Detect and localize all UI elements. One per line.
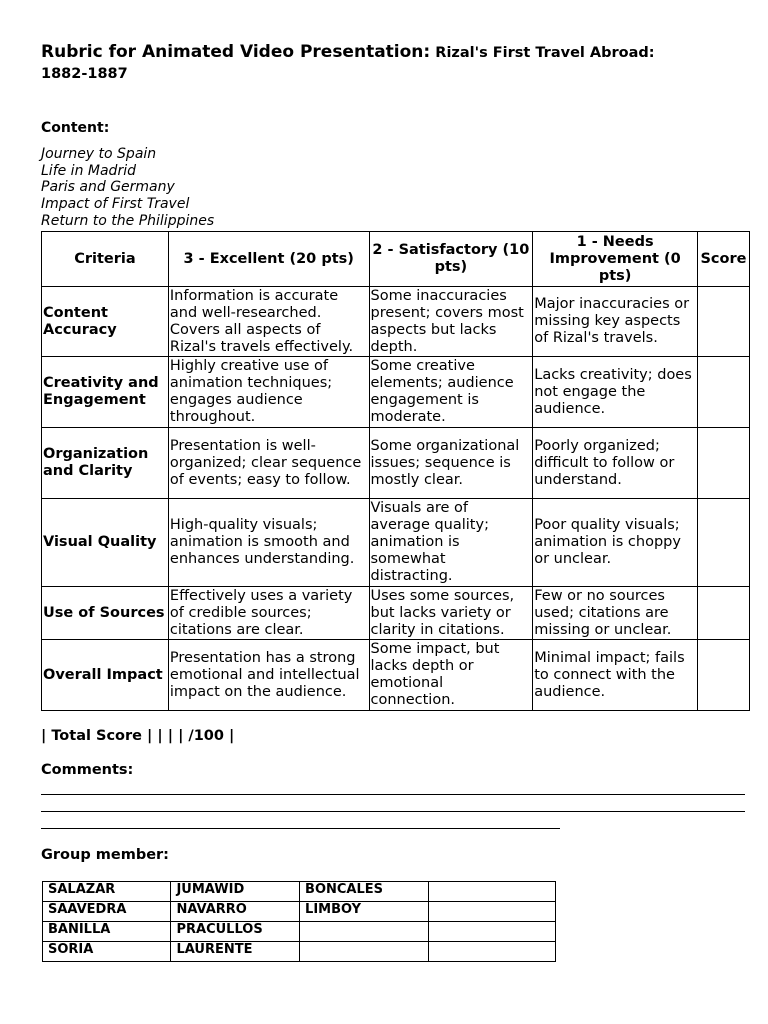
satisfactory-cell: Uses some sources, but lacks variety or clarity in citations. <box>369 587 533 640</box>
member-cell: SAAVEDRA <box>43 902 171 922</box>
excellent-cell: Presentation has a strong emotional and intellectual impact on the audience. <box>168 640 369 711</box>
comment-line[interactable] <box>41 811 745 812</box>
rubric-header-row <box>42 232 750 287</box>
table-row <box>43 922 556 942</box>
topic-item: Life in Madrid <box>41 162 136 179</box>
header-needs-improvement: 1 - Needs Improvement (0 pts) <box>533 232 698 287</box>
satisfactory-cell: Visuals are of average quality; animation is somewhat distracting. <box>369 499 533 587</box>
header-criteria: Criteria <box>42 232 169 287</box>
title-main: Rubric for Animated Video Presentation: <box>41 42 431 62</box>
member-cell: SORIA <box>43 942 171 962</box>
member-cell: BONCALES <box>300 882 428 902</box>
table-row <box>43 882 556 902</box>
header-score: Score <box>697 232 749 287</box>
topic-list <box>41 146 214 230</box>
table-row <box>43 902 556 922</box>
criteria-cell: Content Accuracy <box>42 287 169 357</box>
needs-improvement-cell: Major inaccuracies or missing key aspects of Rizal's travels. <box>533 287 698 357</box>
document-title <box>41 42 741 84</box>
group-member-table <box>42 881 556 962</box>
excellent-cell: Information is accurate and well-researched. Covers all aspects of Rizal's travels effectively. <box>168 287 369 357</box>
needs-improvement-cell: Poorly organized; difficult to follow or understand. <box>533 428 698 499</box>
member-cell: SALAZAR <box>43 882 171 902</box>
criteria-cell: Use of Sources <box>42 587 169 640</box>
table-row <box>42 428 750 499</box>
member-cell: LIMBOY <box>300 902 428 922</box>
member-cell: BANILLA <box>43 922 171 942</box>
member-cell <box>428 922 555 942</box>
score-cell[interactable] <box>697 357 749 428</box>
excellent-cell: Presentation is well-organized; clear sequence of events; easy to follow. <box>168 428 369 499</box>
member-cell: LAURENTE <box>171 942 300 962</box>
content-label: Content: <box>41 120 110 136</box>
satisfactory-cell: Some inaccuracies present; covers most aspects but lacks depth. <box>369 287 533 357</box>
title-years: 1882-1887 <box>41 66 128 82</box>
score-cell[interactable] <box>697 287 749 357</box>
table-row <box>42 640 750 711</box>
rubric-table <box>41 231 750 711</box>
group-member-label: Group member: <box>41 847 169 863</box>
topic-item: Paris and Germany <box>41 179 175 196</box>
table-row <box>42 499 750 587</box>
member-cell <box>428 882 555 902</box>
comment-line[interactable] <box>41 828 560 829</box>
header-satisfactory: 2 - Satisfactory (10 pts) <box>369 232 533 287</box>
table-row <box>42 587 750 640</box>
member-cell: NAVARRO <box>171 902 300 922</box>
table-row <box>42 287 750 357</box>
table-row <box>42 357 750 428</box>
satisfactory-cell: Some creative elements; audience engagement is moderate. <box>369 357 533 428</box>
criteria-cell: Organization and Clarity <box>42 428 169 499</box>
member-cell: PRACULLOS <box>171 922 300 942</box>
criteria-cell: Creativity and Engagement <box>42 357 169 428</box>
excellent-cell: Highly creative use of animation techniques; engages audience throughout. <box>168 357 369 428</box>
score-cell[interactable] <box>697 499 749 587</box>
needs-improvement-cell: Few or no sources used; citations are missing or unclear. <box>533 587 698 640</box>
needs-improvement-cell: Lacks creativity; does not engage the audience. <box>533 357 698 428</box>
member-cell <box>300 922 428 942</box>
member-cell <box>428 942 555 962</box>
satisfactory-cell: Some organizational issues; sequence is mostly clear. <box>369 428 533 499</box>
topic-item: Return to the Philippines <box>41 212 215 229</box>
member-cell: JUMAWID <box>171 882 300 902</box>
score-cell[interactable] <box>697 640 749 711</box>
comments-label: Comments: <box>41 762 134 778</box>
total-score-line: | Total Score | | | | /100 | <box>41 728 235 744</box>
table-row <box>43 942 556 962</box>
title-sub: Rizal's First Travel Abroad: <box>435 45 655 61</box>
member-cell <box>300 942 428 962</box>
header-excellent: 3 - Excellent (20 pts) <box>168 232 369 287</box>
excellent-cell: High-quality visuals; animation is smooth and enhances understanding. <box>168 499 369 587</box>
criteria-cell: Overall Impact <box>42 640 169 711</box>
excellent-cell: Effectively uses a variety of credible sources; citations are clear. <box>168 587 369 640</box>
member-cell <box>428 902 555 922</box>
criteria-cell: Visual Quality <box>42 499 169 587</box>
topic-item: Impact of First Travel <box>41 196 190 213</box>
needs-improvement-cell: Poor quality visuals; animation is choppy or unclear. <box>533 499 698 587</box>
topic-item: Journey to Spain <box>41 146 157 162</box>
satisfactory-cell: Some impact, but lacks depth or emotional connection. <box>369 640 533 711</box>
comment-line[interactable] <box>41 794 745 795</box>
score-cell[interactable] <box>697 428 749 499</box>
score-cell[interactable] <box>697 587 749 640</box>
needs-improvement-cell: Minimal impact; fails to connect with the audience. <box>533 640 698 711</box>
